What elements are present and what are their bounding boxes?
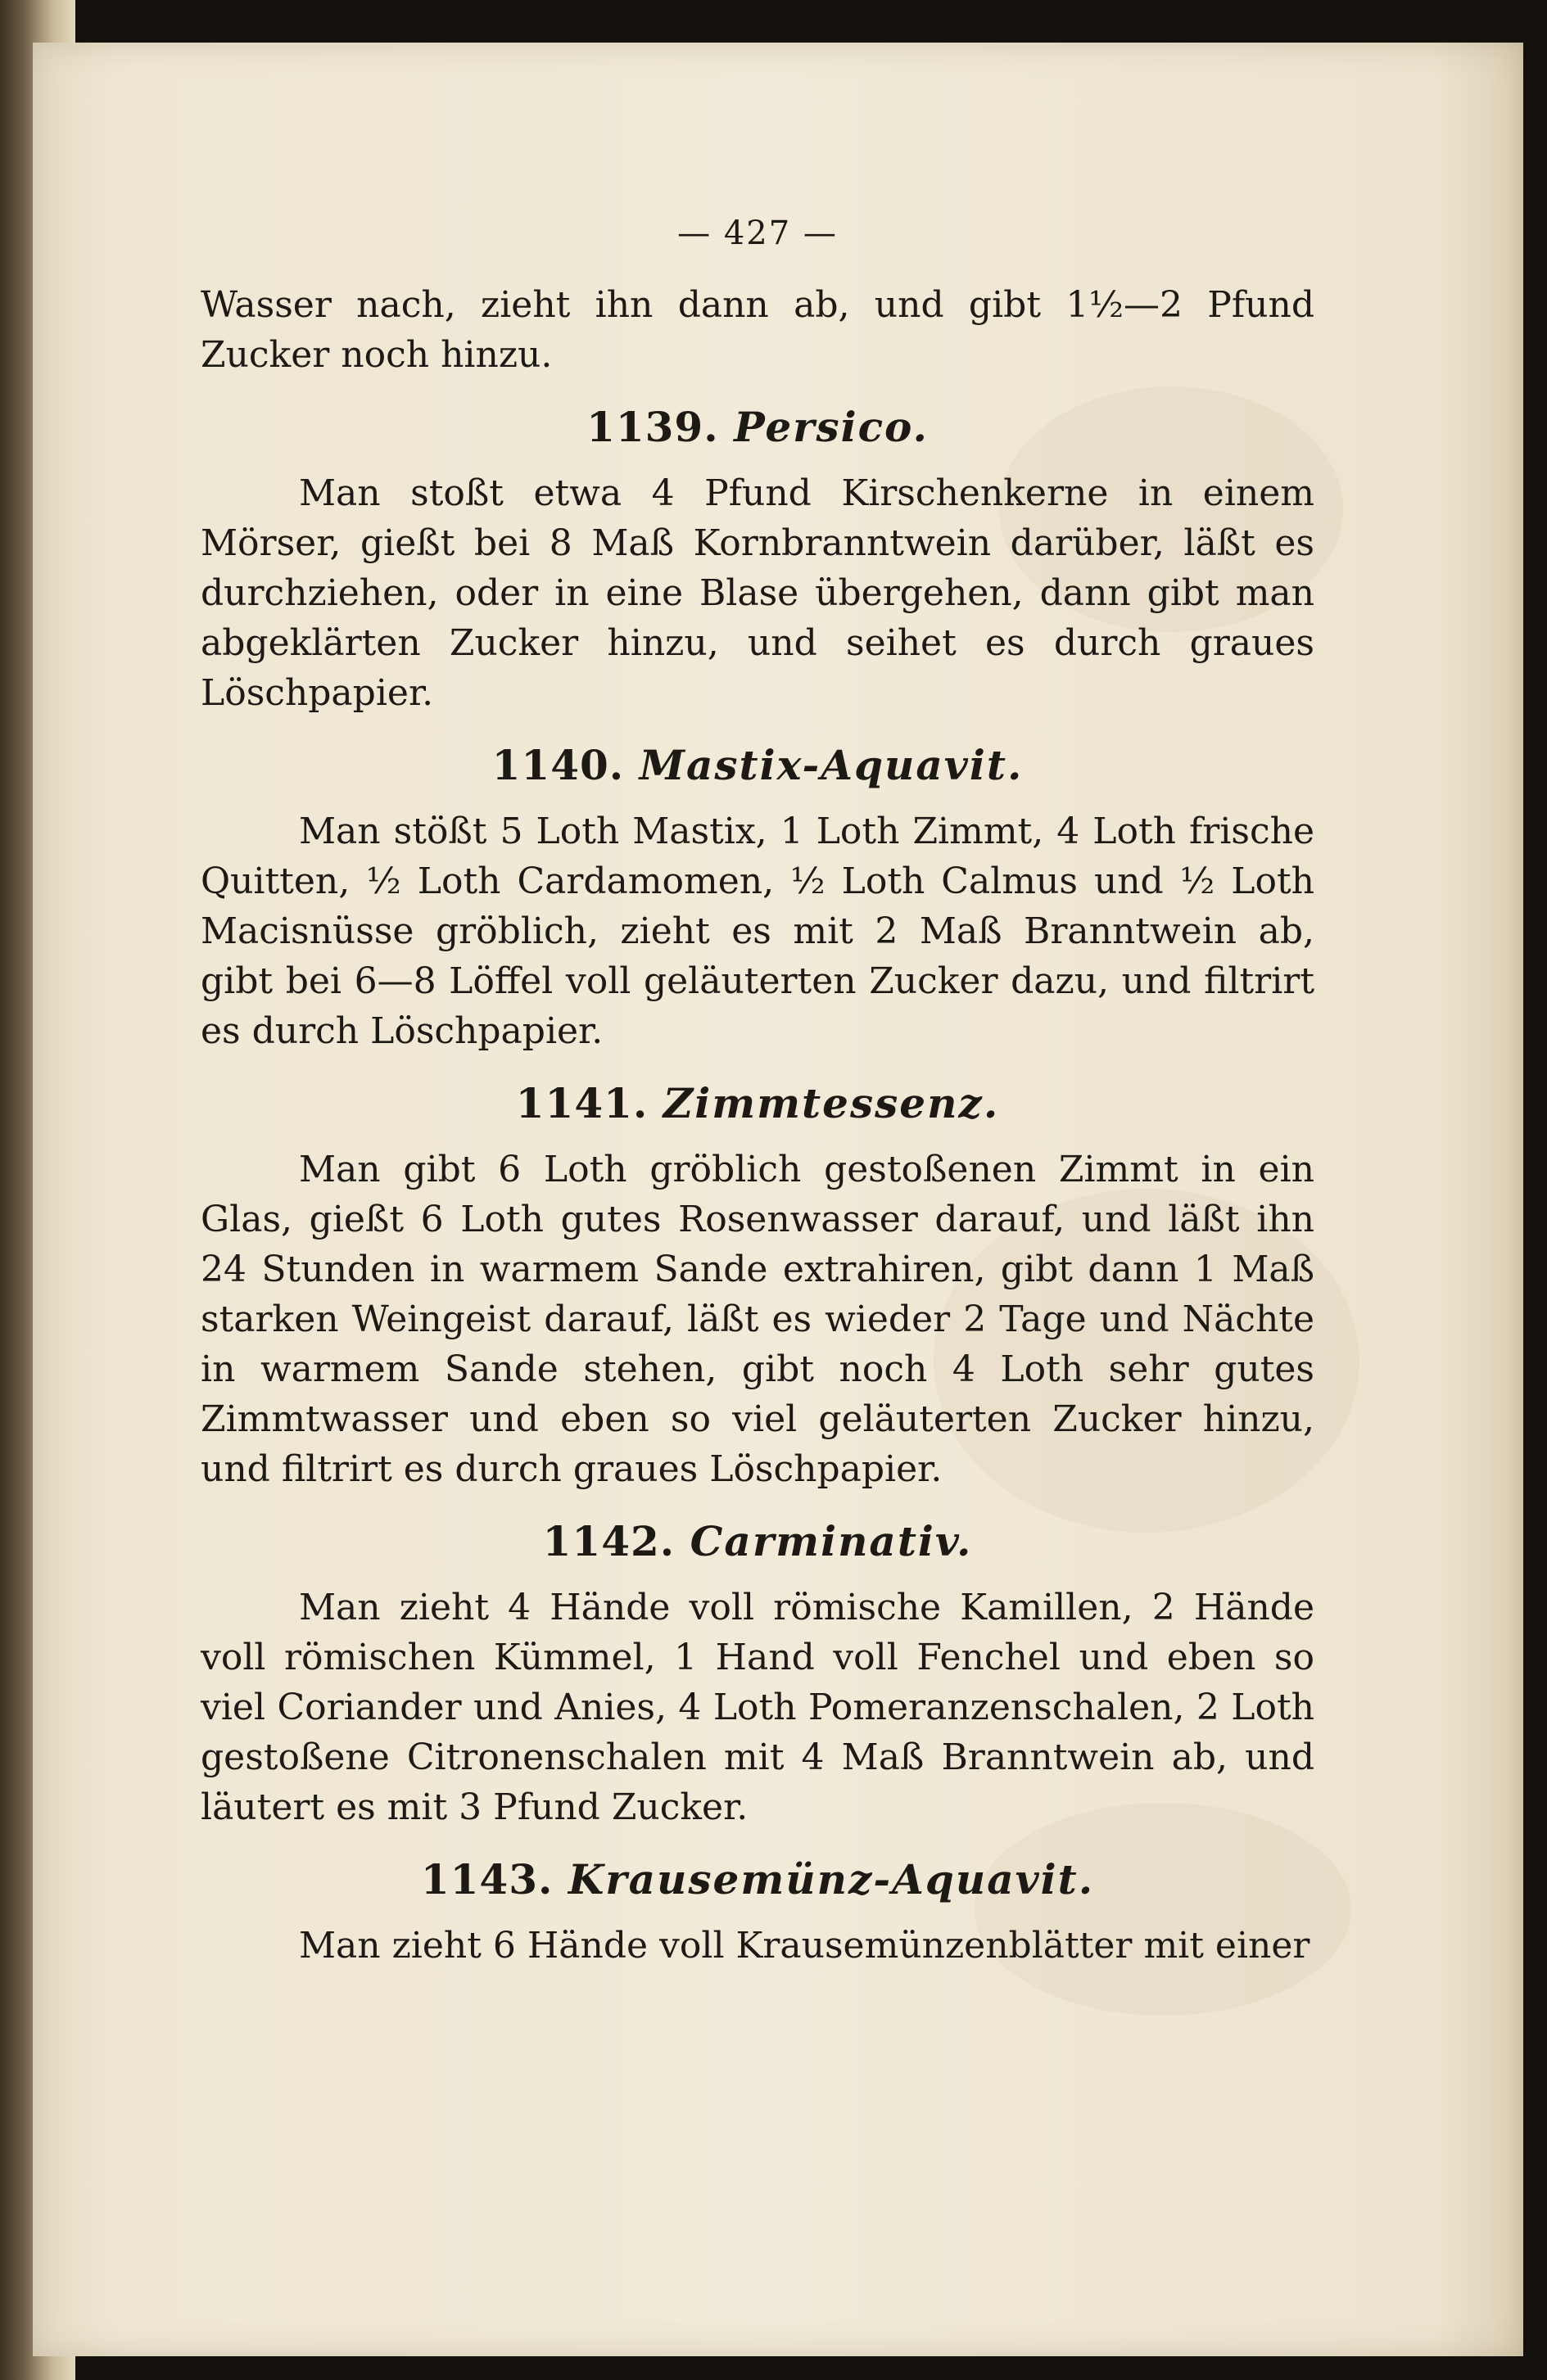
recipe-number: 1141. bbox=[515, 1079, 649, 1127]
recipe-heading-1143 bbox=[201, 1847, 1314, 1913]
recipe-heading-1141 bbox=[201, 1071, 1314, 1136]
page-text-block bbox=[201, 215, 1314, 1971]
page-number: — 427 — bbox=[677, 215, 838, 252]
recipe-text-1140: Man stößt 5 Loth Mastix, 1 Loth Zimmt, 4 Loth frische Quitten, ½ Loth Cardamomen, ½ Loth Calmus und ½ Loth Macisnüsse gröblich, zieht es mit 2 Maß Branntwein ab, gibt bei 6—8 Löffel voll geläuterten Zucker dazu, und filtrirt es durch Löschpapier. bbox=[201, 811, 1314, 1052]
recipe-heading-1139 bbox=[201, 395, 1314, 460]
recipe-title: Krausemünz-Aquavit. bbox=[568, 1855, 1095, 1904]
recipe-number: 1140. bbox=[491, 741, 625, 789]
recipe-heading-1140 bbox=[201, 733, 1314, 798]
recipe-text-1142: Man zieht 4 Hände voll römische Kamillen, 2 Hände voll römischen Kümmel, 1 Hand voll Fenchel und eben so viel Coriander und Anies, 4 Loth Pomeranzenschalen, 2 Loth gestoßene Citronenschalen mit 4 Maß Branntwein ab, und läutert es mit 3 Pfund Zucker. bbox=[201, 1587, 1314, 1828]
recipe-heading-1142 bbox=[201, 1509, 1314, 1574]
recipe-number: 1143. bbox=[420, 1855, 554, 1904]
recipe-text-1139: Man stoßt etwa 4 Pfund Kirschenkerne in einem Mörser, gießt bei 8 Maß Kornbranntwein darüber, läßt es durchziehen, oder in eine Blase übergehen, dann gibt man abgeklärten Zucker hinzu, und seihet es durch graues Löschpapier. bbox=[201, 472, 1314, 714]
recipe-title: Carminativ. bbox=[690, 1517, 973, 1565]
recipe-title: Mastix-Aquavit. bbox=[639, 741, 1024, 789]
recipe-text-1141: Man gibt 6 Loth gröblich gestoßenen Zimmt in ein Glas, gießt 6 Loth gutes Rosenwasser darauf, und läßt ihn 24 Stunden in warmem Sande extrahiren, gibt dann 1 Maß starken Weingeist darauf, läßt es wieder 2 Tage und Nächte in warmem Sande stehen, gibt noch 4 Loth sehr gutes Zimmtwasser und eben so viel geläuterten Zucker hinzu, und filtrirt es durch graues Löschpapier. bbox=[201, 1149, 1314, 1490]
intro-paragraph: Wasser nach, zieht ihn dann ab, und gibt 1½—2 Pfund Zucker noch hinzu. bbox=[201, 284, 1314, 376]
recipe-number: 1139. bbox=[586, 403, 719, 451]
recipe-text-1143: Man zieht 6 Hände voll Krausemünzenblätter mit einer bbox=[299, 1925, 1310, 1967]
recipe-title: Persico. bbox=[734, 403, 929, 451]
recipe-title: Zimmtessenz. bbox=[663, 1079, 1000, 1127]
recipe-number: 1142. bbox=[542, 1517, 676, 1565]
